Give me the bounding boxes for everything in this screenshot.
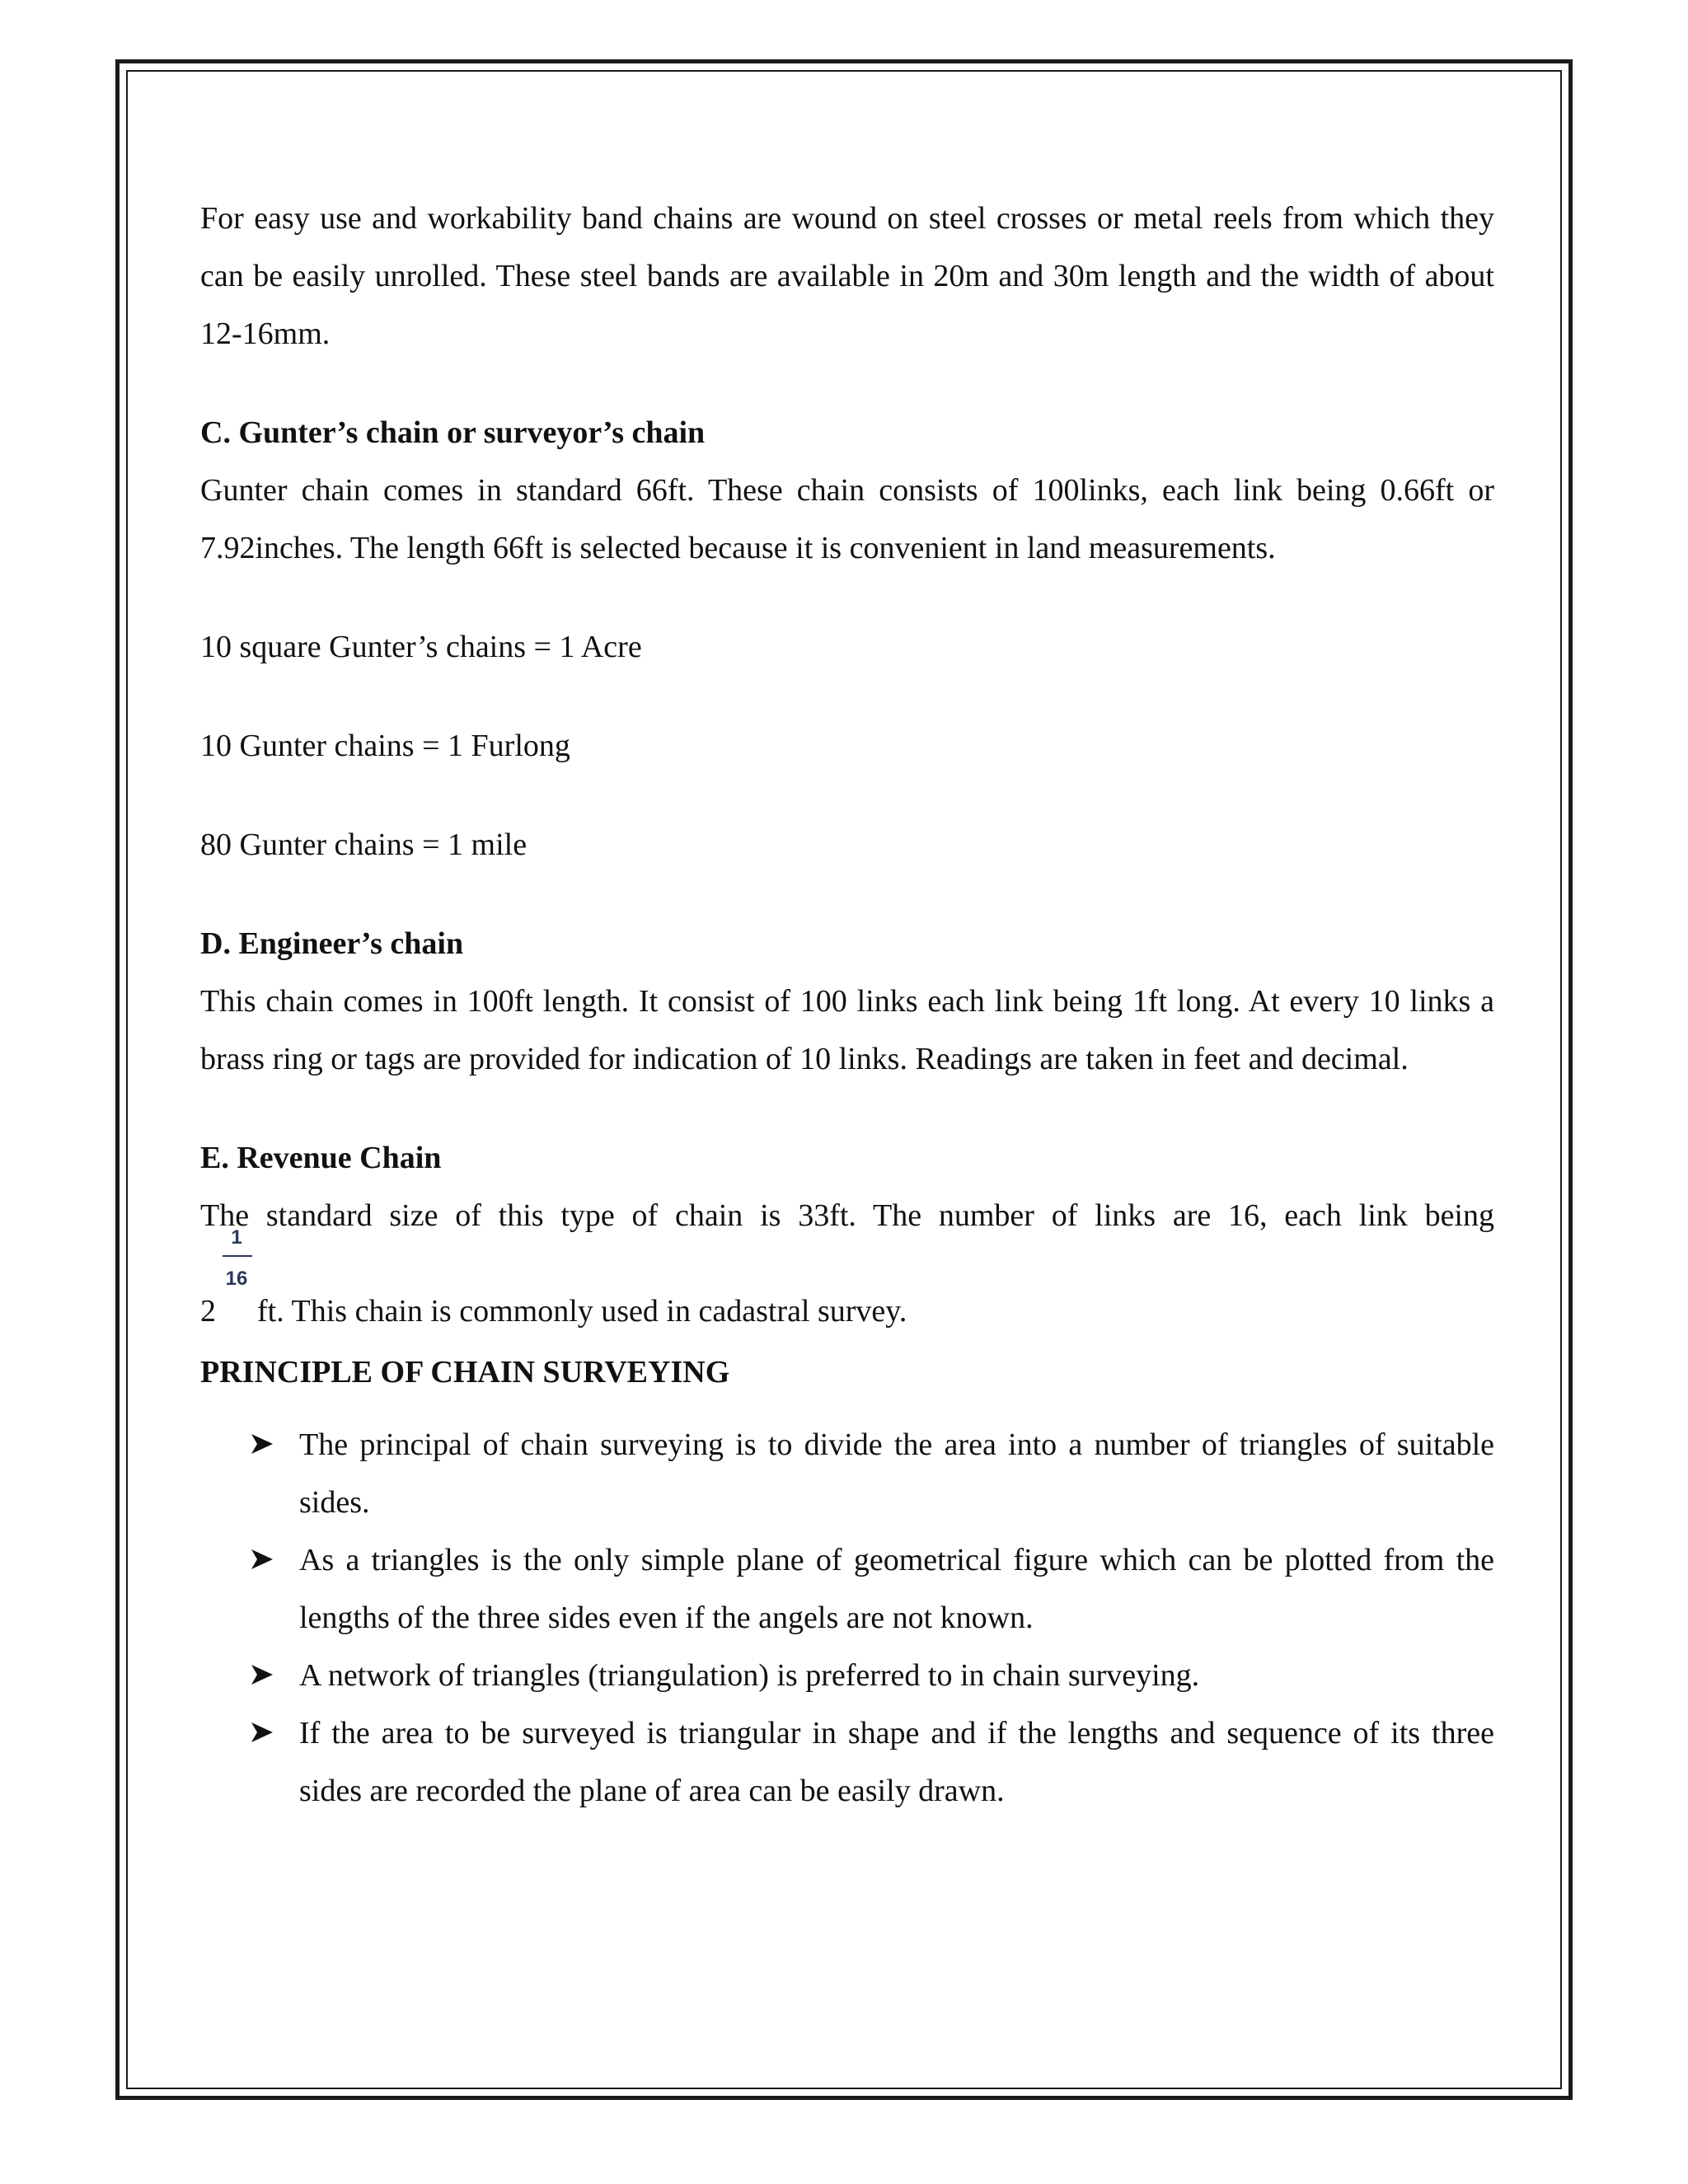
engineer-heading: D. Engineer’s chain bbox=[200, 926, 464, 961]
list-item bbox=[200, 1647, 1494, 1704]
principle-heading: PRINCIPLE OF CHAIN SURVEYING bbox=[200, 1355, 730, 1390]
revenue-paragraph-line1: The standard size of this type of chain is 33ft. The number of links are 16, each link being bbox=[200, 1198, 1494, 1233]
engineer-paragraph: This chain comes in 100ft length. It consist of 100 links each link being 1ft long. At every 10 links a brass ring or tags are provided for indication of 10 links. Readings are taken in feet and decimal. bbox=[200, 984, 1494, 1076]
list-item bbox=[200, 1704, 1494, 1820]
revenue-fraction-line bbox=[200, 1226, 1494, 1340]
revenue-paragraph-rest: ft. This chain is commonly used in cadastral survey. bbox=[257, 1294, 907, 1329]
fraction-whole: 2 bbox=[200, 1294, 216, 1329]
bullet-text: A network of triangles (triangulation) is preferred to in chain surveying. bbox=[299, 1658, 1200, 1693]
equation-furlong: 10 Gunter chains = 1 Furlong bbox=[200, 729, 570, 763]
bullet-text: The principal of chain surveying is to divide the area into a number of triangles of suitable sides. bbox=[299, 1427, 1494, 1520]
fraction-bar bbox=[223, 1255, 252, 1257]
equation-acre: 10 square Gunter’s chains = 1 Acre bbox=[200, 630, 642, 664]
list-item bbox=[200, 1416, 1494, 1531]
principle-bullet-list bbox=[200, 1416, 1494, 1820]
equation-mile: 80 Gunter chains = 1 mile bbox=[200, 827, 528, 862]
arrow-bullet-icon bbox=[250, 1531, 278, 1589]
document-body bbox=[200, 190, 1494, 1820]
bullet-text: If the area to be surveyed is triangular in shape and if the lengths and sequence of its three sides are recorded the plane of area can be easily drawn. bbox=[299, 1716, 1494, 1808]
arrow-bullet-icon bbox=[250, 1704, 278, 1762]
fraction-image bbox=[219, 1226, 254, 1321]
fraction-numerator: 1 bbox=[231, 1226, 242, 1249]
fraction-denominator: 16 bbox=[225, 1268, 248, 1290]
arrow-bullet-icon bbox=[250, 1647, 278, 1704]
arrow-bullet-icon bbox=[250, 1416, 278, 1474]
gunter-paragraph: Gunter chain comes in standard 66ft. These chain consists of 100links, each link being 0.66ft or 7.92inches. The length 66ft is selected because it is convenient in land measurements. bbox=[200, 473, 1494, 565]
intro-paragraph: For easy use and workability band chains are wound on steel crosses or metal reels from which they can be easily unrolled. These steel bands are available in 20m and 30m length and the width of about 12-16mm. bbox=[200, 201, 1494, 351]
bullet-text: As a triangles is the only simple plane of geometrical figure which can be plotted from the lengths of the three sides even if the angels are not known. bbox=[299, 1543, 1494, 1635]
revenue-heading: E. Revenue Chain bbox=[200, 1141, 442, 1175]
list-item bbox=[200, 1531, 1494, 1647]
gunter-heading: C. Gunter’s chain or surveyor’s chain bbox=[200, 415, 706, 450]
